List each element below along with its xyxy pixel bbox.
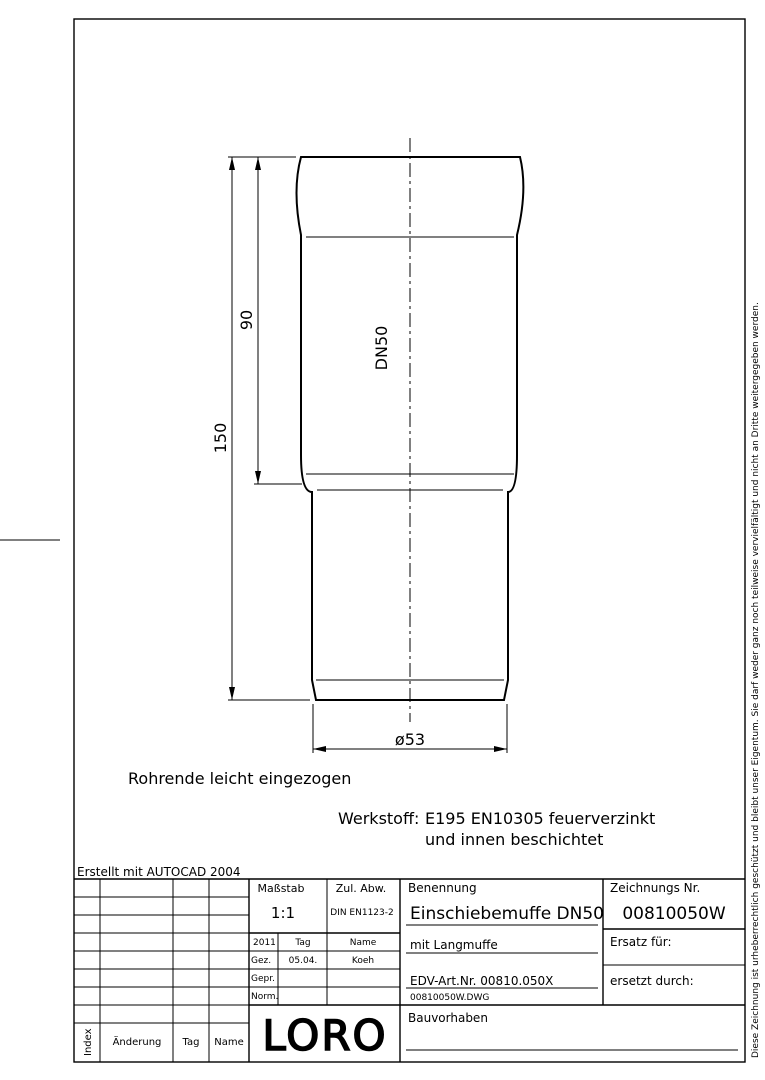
checked-label: Gepr. — [251, 974, 275, 984]
created-with-note: Erstellt mit AUTOCAD 2004 — [77, 865, 241, 879]
tolerance-label: Zul. Abw. — [335, 882, 387, 895]
project-label: Bauvorhaben — [408, 1011, 488, 1025]
change-name-header: Name — [214, 1037, 244, 1048]
tolerance-value: DIN EN1123-2 — [330, 908, 394, 918]
scale-label: Maßstab — [257, 882, 305, 895]
dim-diameter-label: ø53 — [394, 730, 426, 749]
pipe-end-note: Rohrende leicht eingezogen — [128, 769, 352, 788]
designation-value: Einschiebemuffe DN50 — [410, 904, 604, 924]
name-header: Name — [349, 938, 377, 948]
dwg-file: 00810050W.DWG — [410, 993, 490, 1003]
drawn-name: Koeh — [351, 956, 375, 966]
material-line-1: E195 EN10305 feuerverzinkt — [425, 809, 656, 828]
sub-designation: mit Langmuffe — [410, 938, 498, 952]
material-line-2: und innen beschichtet — [425, 830, 604, 849]
drawn-date: 05.04. — [288, 956, 318, 966]
copyright-notice: Diese Zeichnung ist urheberrechtlich geschützt und bleibt unser Eigentum. Sie darf weder ganz noch teilweise vervielfältigt und nicht an Dritte weitergegeben werden. — [751, 302, 761, 1058]
edp-article: EDV-Art.Nr. 00810.050X — [410, 974, 554, 988]
nominal-size-label: DN50 — [372, 325, 391, 371]
year-value: 2011 — [253, 938, 276, 948]
norm-label: Norm. — [251, 992, 279, 1002]
change-header: Änderung — [112, 1037, 162, 1048]
drawing-no-value: 00810050W — [622, 904, 726, 924]
change-day-header: Tag — [182, 1037, 200, 1048]
material-label: Werkstoff: — [338, 809, 420, 828]
replaced-by-label: ersetzt durch: — [610, 974, 694, 988]
replacement-for-label: Ersatz für: — [610, 935, 672, 949]
loro-logo — [262, 1011, 387, 1060]
day-header: Tag — [295, 938, 311, 948]
logo-text: LORO — [262, 1011, 388, 1060]
designation-label: Benennung — [408, 881, 477, 895]
index-header: Index — [83, 1028, 94, 1056]
dim-90-label: 90 — [237, 309, 256, 331]
scale-value: 1:1 — [270, 904, 296, 922]
dim-total-label: 150 — [211, 422, 230, 454]
drawing-no-label: Zeichnungs Nr. — [610, 881, 701, 895]
drawn-label: Gez. — [251, 956, 272, 966]
